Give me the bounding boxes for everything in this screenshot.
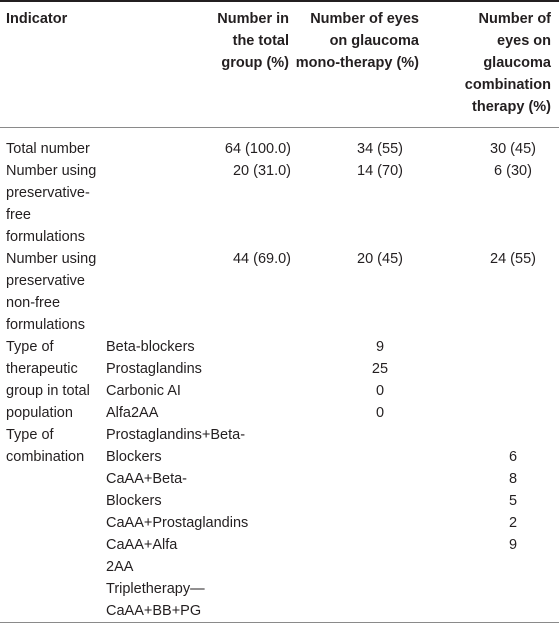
table-bottom-rule — [0, 622, 559, 623]
therapeutic-item: Alfa2AA — [106, 405, 159, 421]
row-label-total-number: Total number — [6, 141, 90, 157]
header-divider — [0, 127, 559, 128]
cell-total-number-combo: 30 (45) — [490, 141, 536, 157]
header-mono-therapy: Number of eyes on glaucoma mono-therapy (%) — [295, 11, 419, 71]
cell-total-number-total: 64 (100.0) — [224, 141, 291, 157]
combination-value: 8 — [508, 471, 518, 487]
cell-preservative-free-combo: 6 (30) — [494, 163, 532, 179]
cell-preservative-free-total: 20 (31.0) — [232, 163, 291, 179]
cell-preservative-nonfree-mono: 20 (45) — [357, 251, 403, 267]
therapeutic-item: Prostaglandins — [106, 361, 202, 377]
header-combination-therapy: Number of eyes on glaucoma combination therapy (%) — [464, 11, 551, 115]
combination-value: 9 — [508, 537, 518, 553]
cell-total-number-mono: 34 (55) — [357, 141, 403, 157]
header-indicator: Indicator — [6, 11, 68, 27]
cell-preservative-free-mono: 14 (70) — [357, 163, 403, 179]
combination-items: Prostaglandins+Beta- Blockers CaAA+Beta- Blockers CaAA+Prostaglandins CaAA+Alfa 2AA Tripletherapy— CaAA+BB+PG — [106, 427, 249, 619]
therapeutic-mono-value: 25 — [371, 361, 389, 377]
therapeutic-mono-value: 9 — [375, 339, 385, 355]
header-total-group: Number in the total group (%) — [217, 11, 289, 71]
combination-value: 6 — [508, 449, 518, 465]
row-label-combination: Type of combination — [6, 427, 85, 465]
therapeutic-mono-value: 0 — [375, 383, 385, 399]
therapeutic-item: Carbonic AI — [106, 383, 181, 399]
row-label-preservative-nonfree: Number using preservative non-free formulations — [6, 251, 97, 333]
combination-value: 2 — [508, 515, 518, 531]
row-label-therapeutic-group: Type of therapeutic group in total population — [6, 339, 90, 421]
cell-preservative-nonfree-total: 44 (69.0) — [232, 251, 291, 267]
combination-value: 5 — [508, 493, 518, 509]
cell-preservative-nonfree-combo: 24 (55) — [490, 251, 536, 267]
table-top-rule — [0, 0, 559, 2]
therapeutic-item: Beta-blockers — [106, 339, 195, 355]
row-label-preservative-free: Number using preservative- free formulations — [6, 163, 97, 245]
therapeutic-mono-value: 0 — [375, 405, 385, 421]
